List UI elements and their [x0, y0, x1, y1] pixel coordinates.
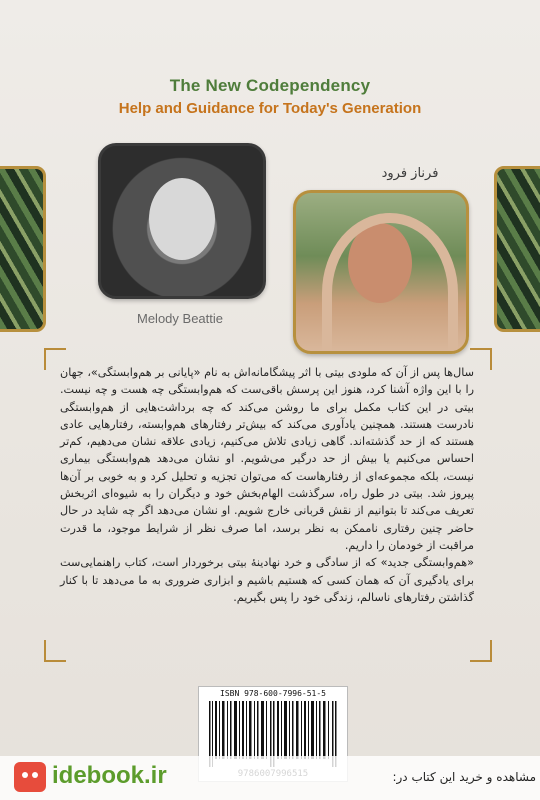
- book-description: [60, 364, 474, 606]
- book-title: The New Codependency: [169, 76, 371, 95]
- watermark-banner[interactable]: [0, 756, 540, 800]
- book-subtitle: Help and Guidance for Today's Generation: [118, 100, 422, 117]
- author-photo: [98, 143, 266, 299]
- frame-corner: [470, 640, 492, 662]
- author-name: Melody Beattie: [137, 311, 223, 326]
- translator-photo: [293, 190, 469, 354]
- right-decorative-photo: [494, 166, 540, 332]
- idebook-logo-icon: [14, 762, 46, 792]
- frame-corner: [44, 640, 66, 662]
- translator-name: فرناز فرود: [381, 166, 439, 181]
- left-decorative-photo: [0, 166, 46, 332]
- description-paragraph: «هم‌وابستگی جدید» که از سادگی و خرد نهادینهٔ بیتی برخوردار است، کتاب راهنمایی‌ست برای یادگیری آن که همان کسی که هستیم باشیم و ابزاری ضروری به ما می‌دهد تا با کنار گذاشتن رفتارهای ناسالم، زندگی خود را پس بگیریم.: [60, 556, 474, 604]
- isbn-label: ISBN 978-600-7996-51-5: [220, 689, 326, 698]
- watermark-caption: مشاهده و خرید این کتاب در:: [392, 770, 536, 784]
- watermark-logo[interactable]: idebook.ir: [52, 762, 167, 789]
- description-paragraph: سال‌ها پس از آن که ملودی بیتی با اثر پیشگامانه‌اش به نام «پایانی بر هم‌وابستگی»، جهان را با این واژه آشنا کرد، هنوز این پرسش باقی‌ست که هم‌وابستگی چه هست و چه نیست. بیتی در این کتاب مکمل برای ما روشن می‌کند که چه برداشت‌هایی از هم‌وابستگی نادرست هستند. همچنین یادآوری می‌کند که بیش‌تر رفتارهای هم‌وابسته، رفتارهایی عادی هستند که از حد گذشته‌اند. گاهی زیادی تلاش می‌کنیم، زیادی علاقه نشان می‌دهیم، کم‌تر احساس می‌کنیم یا بیش از حد درگیر می‌شویم. او نشان می‌دهد هم‌وابستگی بیماری نیست، بلکه مجموعه‌ای از رفتارهاست که می‌توان تجزیه و تحلیل کرد و به خوبی بر آن‌ها پیروز شد. بیتی در طول راه، سرگذشت الهام‌بخش خود و دیگران را به شیوه‌ای اثربخش تعریف می‌کند تا بتوانیم از نقش قربانی خارج شویم. او نشان می‌دهد اگر چه شاید در حال حاضر چنین رفتاری ناممکن به نظر برسد، اما صرف نظر از شرایط موجود، ما قدرت مراقبت از خودمان را داریم.: [60, 366, 474, 552]
